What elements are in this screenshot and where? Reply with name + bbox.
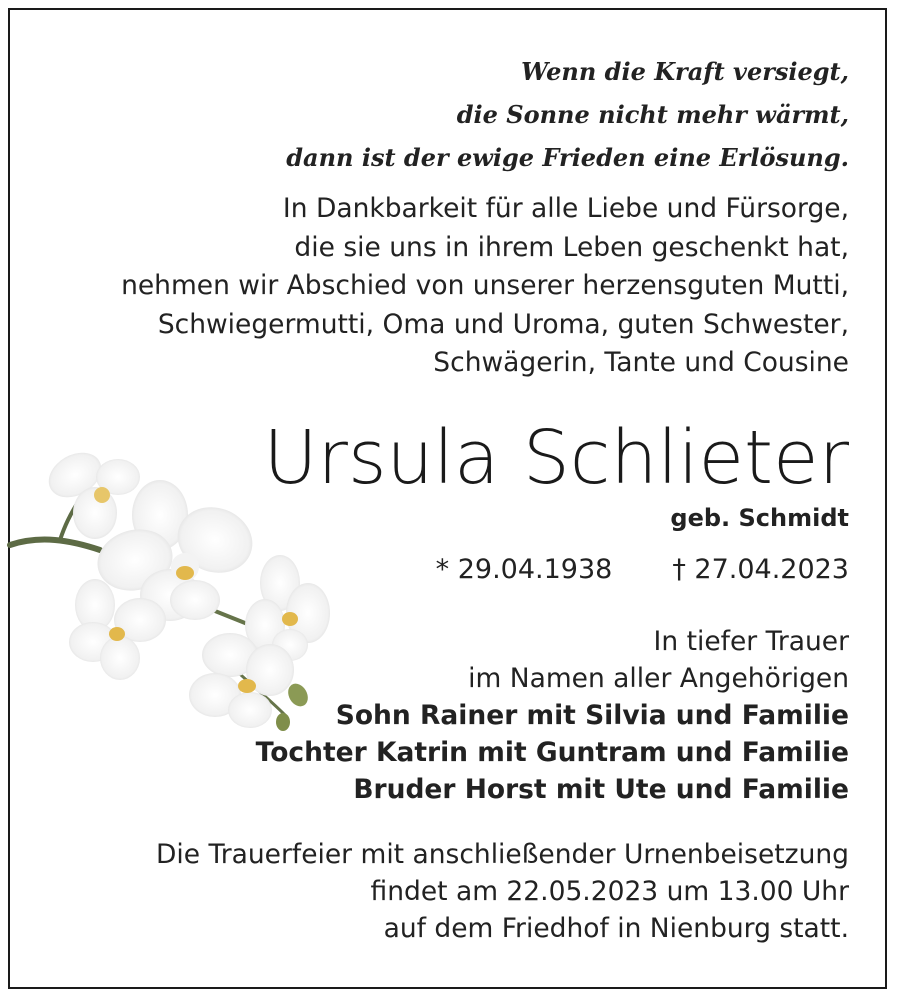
death-date: † 27.04.2023 (672, 554, 849, 585)
mourners-intro-line: In tiefer Trauer (653, 626, 849, 657)
intro-line: In Dankbarkeit für alle Liebe und Fürsorge, (282, 193, 849, 224)
intro-line: die sie uns in ihrem Leben geschenkt hat, (294, 231, 849, 263)
funeral-line: findet am 22.05.2023 um 13.00 Uhr (370, 876, 849, 907)
family-line: Bruder Horst mit Ute und Familie (353, 774, 849, 805)
birth-date: * 29.04.1938 (435, 554, 613, 585)
mourners (256, 623, 849, 808)
poem-line: dann ist der ewige Frieden eine Erlösung. (286, 143, 849, 172)
poem-line: die Sonne nicht mehr wärmt, (456, 100, 849, 129)
funeral-line: auf dem Friedhof in Nienburg statt. (383, 913, 849, 944)
life-dates (436, 550, 849, 590)
intro-text (121, 190, 849, 383)
maiden-name: geb. Schmidt (670, 504, 849, 532)
funeral-info (156, 836, 849, 947)
deceased-name: Ursula Schlieter (263, 415, 849, 501)
family-line: Sohn Rainer mit Silvia und Familie (335, 700, 849, 731)
poem-line: Wenn die Kraft versiegt, (521, 57, 849, 86)
family-line: Tochter Katrin mit Guntram und Familie (255, 737, 849, 768)
funeral-line: Die Trauerfeier mit anschließender Urnenbeisetzung (155, 839, 849, 870)
mourners-intro-line: im Namen aller Angehörigen (468, 663, 849, 694)
intro-line: Schwiegermutti, Oma und Uroma, guten Schwester, (157, 308, 849, 340)
poem (286, 50, 849, 179)
intro-line: Schwägerin, Tante und Cousine (433, 347, 849, 378)
intro-line: nehmen wir Abschied von unserer herzensguten Mutti, (121, 270, 849, 301)
